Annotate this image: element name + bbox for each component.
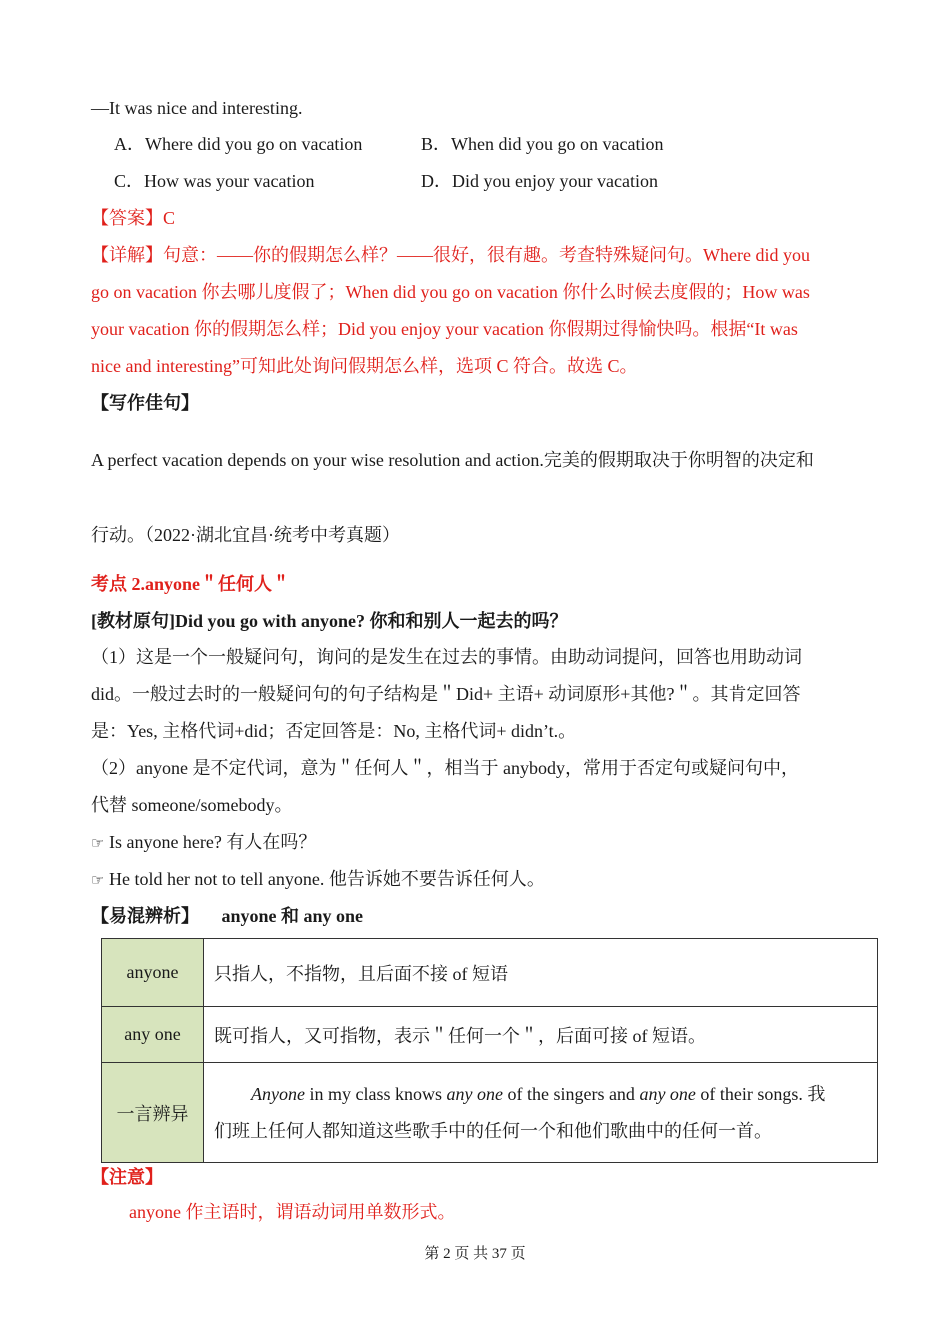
explain-line: （1）这是一个一般疑问句，询问的是发生在过去的事情。由助动词提问，回答也用助动词	[91, 647, 802, 667]
explain-line: 是：Yes, 主格代词+did；否定回答是：No, 主格代词+ didn’t.。	[91, 721, 577, 741]
example-sentence	[91, 867, 545, 892]
example-line-2: 们班上任何人都知道这些歌手中的任何一个和他们歌曲中的任何一首。	[214, 1120, 772, 1141]
row-value	[204, 1063, 878, 1163]
page-footer: 第 2 页 共 37 页	[424, 1246, 526, 1262]
option-c: C．How was your vacation	[114, 171, 315, 191]
explain-line: 代替 someone/somebody。	[91, 795, 293, 815]
option-a: A．Where did you go on vacation	[114, 134, 363, 154]
option-d: D．Did you enjoy your vacation	[421, 171, 658, 191]
explanation-line: 【详解】句意：——你的假期怎么样？——很好，很有趣。考查特殊疑问句。Where did you	[91, 245, 810, 265]
textbook-sentence: [教材原句]Did you go with anyone? 你和和别人一起去的吗？	[91, 611, 568, 631]
example-line-1: Anyone in my class knows any one of the singers and any one of their songs. 我	[251, 1083, 826, 1104]
confusion-label: 【易混辨析】	[91, 906, 199, 926]
pointing-hand-icon: ☞	[91, 871, 105, 889]
example-text: He told her not to tell anyone. 他告诉她不要告诉任何人。	[108, 869, 545, 889]
table-row	[102, 939, 878, 1007]
table-row	[102, 1007, 878, 1063]
pointing-hand-icon: ☞	[91, 834, 105, 852]
row-key: any one	[102, 1007, 204, 1063]
kaodian-title: 考点 2.anyone＂任何人＂	[91, 574, 291, 594]
writing-sentence-cont: 行动。（2022·湖北宜昌·统考中考真题）	[91, 525, 400, 545]
option-b: B．When did you go on vacation	[421, 134, 664, 154]
row-value: 只指人，不指物，且后面不接 of 短语	[204, 939, 878, 1007]
row-value: 既可指人，又可指物，表示＂任何一个＂，后面可接 of 短语。	[204, 1007, 878, 1063]
row-key: 一言辨异	[102, 1063, 204, 1163]
writing-sentence: A perfect vacation depends on your wise resolution and action.完美的假期取决于你明智的决定和	[91, 450, 814, 470]
confusion-heading	[91, 904, 363, 928]
comparison-table	[101, 938, 878, 1163]
explain-line: （2）anyone 是不定代词，意为＂任何人＂，相当于 anybody，常用于否定句或疑问句中，	[91, 758, 799, 778]
answer: 【答案】C	[91, 208, 176, 228]
confusion-subject: anyone 和 any one	[221, 906, 364, 926]
reply-line: —It was nice and interesting.	[91, 98, 303, 118]
example-sentence	[91, 830, 316, 855]
example-text: Is anyone here? 有人在吗？	[108, 832, 317, 852]
writing-heading: 【写作佳句】	[91, 393, 199, 413]
explanation-line: your vacation 你的假期怎么样；Did you enjoy your vacation 你假期过得愉快吗。根据“It was	[91, 319, 798, 339]
note-text: anyone 作主语时，谓语动词用单数形式。	[129, 1202, 456, 1222]
row-key: anyone	[102, 939, 204, 1007]
explain-line: did。一般过去时的一般疑问句的句子结构是＂Did+ 主语+ 动词原形+其他?＂。其肯定回答	[91, 684, 801, 704]
explanation-line: go on vacation 你去哪儿度假了；When did you go on vacation 你什么时候去度假的；How was	[91, 282, 810, 302]
explanation-line: nice and interesting”可知此处询问假期怎么样，选项 C 符合。故选 C。	[91, 356, 638, 376]
note-heading: 【注意】	[91, 1167, 163, 1187]
table-row	[102, 1063, 878, 1163]
